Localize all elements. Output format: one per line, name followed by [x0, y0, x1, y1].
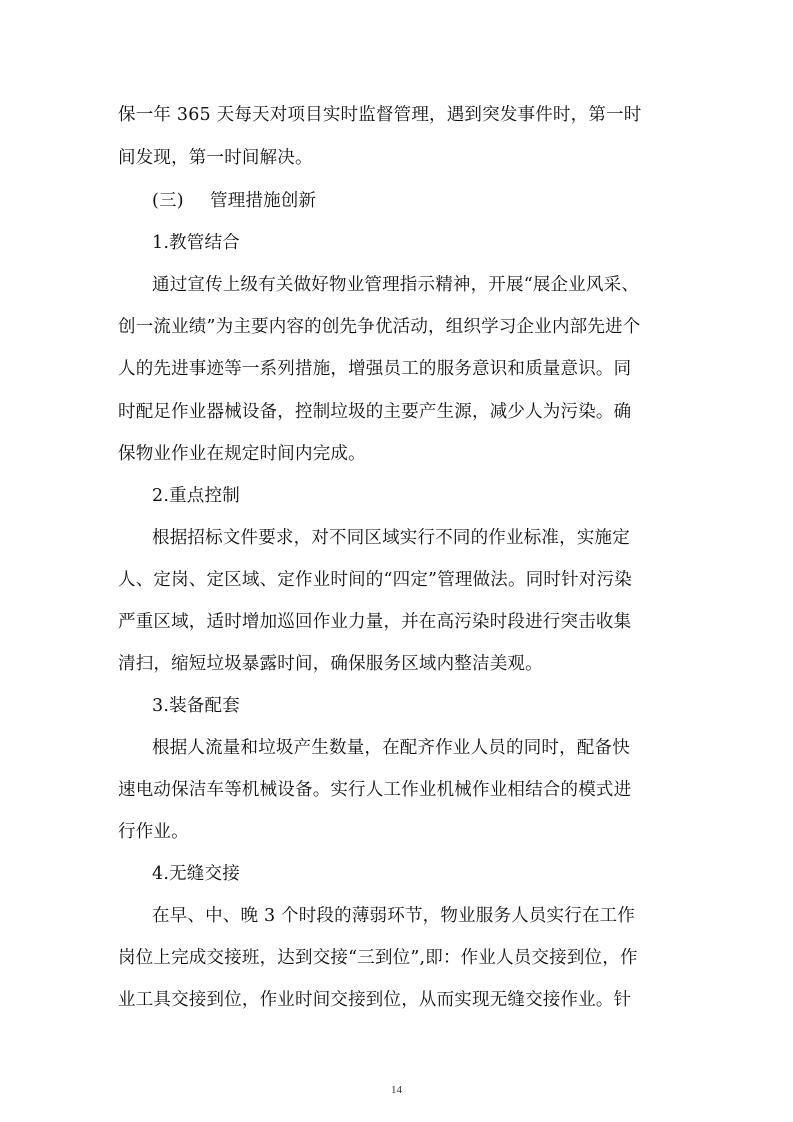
paragraph-line: 创一流业绩”为主要内容的创先争优活动，组织学习企业内部先进个 [118, 317, 641, 337]
paragraph-line: 业工具交接到位，作业时间交接到位，从而实现无缝交接作业。针 [118, 990, 632, 1010]
paragraph-line: 人、定岗、定区域、定作业时间的“四定”管理做法。同时针对污染 [118, 570, 632, 590]
subsection-heading: 4.无缝交接 [152, 864, 240, 884]
paragraph-line: 速电动保洁车等机械设备。实行人工作业机械作业相结合的模式进 [118, 780, 632, 800]
paragraph-line: 行作业。 [118, 822, 189, 842]
paragraph-line: 严重区域，适时增加巡回作业力量，并在高污染时段进行突击收集 [118, 612, 632, 632]
section-number: (三) [152, 191, 184, 211]
body-text-line: 间发现，第一时间解决。 [118, 148, 313, 168]
paragraph-line: 时配足作业器械设备，控制垃圾的主要产生源，减少人为污染。确 [118, 402, 632, 422]
section-title: 管理措施创新 [210, 191, 317, 211]
paragraph-line: 岗位上完成交接班，达到交接“三到位”,即：作业人员交接到位，作 [118, 948, 638, 968]
paragraph-line: 清扫，缩短垃圾暴露时间，确保服务区域内整洁美观。 [118, 654, 543, 674]
paragraph-line: 根据招标文件要求，对不同区域实行不同的作业标准，实施定 [152, 528, 630, 548]
subsection-heading: 1.教管结合 [152, 233, 240, 253]
section-heading [152, 190, 712, 212]
subsection-heading: 3.装备配套 [152, 696, 240, 716]
paragraph-line: 保物业作业在规定时间内完成。 [118, 444, 366, 464]
paragraph-line: 人的先进事迹等一系列措施，增强员工的服务意识和质量意识。同 [118, 359, 632, 379]
paragraph-line: 在早、中、晚 3 个时段的薄弱环节，物业服务人员实行在工作 [152, 906, 636, 926]
paragraph-line: 通过宣传上级有关做好物业管理指示精神，开展“展企业风采、 [152, 275, 640, 295]
subsection-heading: 2.重点控制 [152, 486, 240, 506]
paragraph-line: 根据人流量和垃圾产生数量，在配齐作业人员的同时，配备快 [152, 738, 630, 758]
body-text-line: 保一年 365 天每天对项目实时监督管理，遇到突发事件时，第一时 [118, 105, 642, 125]
page-number: 14 [391, 1084, 402, 1096]
